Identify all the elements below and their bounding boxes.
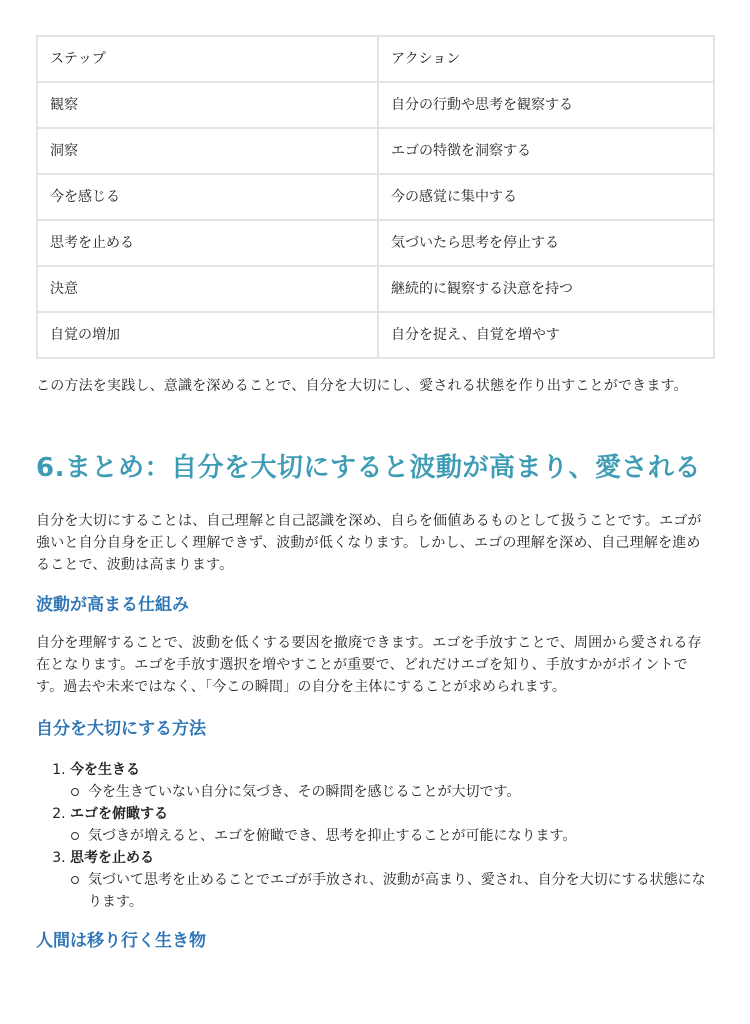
table-row [37, 174, 714, 220]
circle-bullet-icon [71, 788, 79, 796]
table-cell-action: 気づいたら思考を停止する [378, 220, 714, 266]
intro-paragraph: この方法を実践し、意識を深めることで、自分を大切にし、愛される状態を作り出すことができます。 [36, 378, 688, 394]
method-detail: 気づきが増えると、エゴを俯瞰でき、思考を抑止することが可能になります。 [88, 828, 577, 844]
subsection-heading-methods: 自分を大切にする方法 [36, 719, 206, 739]
method-detail: 今を生きていない自分に気づき、その瞬間を感じることが大切です。 [88, 784, 521, 800]
methods-list [36, 759, 714, 913]
mechanism-paragraph: 自分を理解することで、波動を低くする要因を撤廃できます。エゴを手放すことで、周囲から愛される存在となります。エゴを手放す選択を増やすことが重要で、どれだけエゴを知り、手放すかがポイントです。過去や未来ではなく、「今この瞬間」の自分を主体にすることが求められます。 [36, 635, 702, 695]
method-title: 思考を止める [70, 850, 154, 866]
steps-table [36, 35, 715, 359]
list-item [70, 759, 714, 803]
method-title: エゴを俯瞰する [70, 806, 168, 822]
sublist-item [88, 781, 714, 803]
method-sublist [70, 825, 714, 847]
table-cell-step: 観察 [37, 82, 378, 128]
table-cell-step: 決意 [37, 266, 378, 312]
subsection-heading-mechanism: 波動が高まる仕組み [36, 595, 189, 615]
section-paragraph: 自分を大切にすることは、自己理解と自己認識を深め、自らを価値あるものとして扱うことです。エゴが強いと自分自身を正しく理解できず、波動が低くなります。しかし、エゴの理解を深め、自己理解を進めることで、波動は高まります。 [36, 513, 702, 573]
method-title: 今を生きる [70, 762, 140, 778]
circle-bullet-icon [71, 876, 79, 884]
table-cell-step: 今を感じる [37, 174, 378, 220]
section-heading: 6.まとめ：自分を大切にすると波動が高まり、愛される [36, 453, 701, 483]
table-row [37, 266, 714, 312]
circle-bullet-icon [71, 832, 79, 840]
table-header-step: ステップ [37, 36, 378, 82]
sublist-item [88, 869, 714, 913]
table-cell-action: エゴの特徴を洞察する [378, 128, 714, 174]
table-row [37, 128, 714, 174]
table-cell-step: 自覚の増加 [37, 312, 378, 358]
table-header-action: アクション [378, 36, 714, 82]
method-detail: 気づいて思考を止めることでエゴが手放され、波動が高まり、愛され、自分を大切にする状態になります。 [88, 872, 706, 910]
table-cell-step: 思考を止める [37, 220, 378, 266]
table-row [37, 82, 714, 128]
table-cell-action: 今の感覚に集中する [378, 174, 714, 220]
method-sublist [70, 869, 714, 913]
table-cell-action: 継続的に観察する決意を持つ [378, 266, 714, 312]
table-cell-action: 自分の行動や思考を観察する [378, 82, 714, 128]
sublist-item [88, 825, 714, 847]
subsection-heading-changing: 人間は移り行く生き物 [36, 931, 206, 951]
list-item [70, 803, 714, 847]
method-sublist [70, 781, 714, 803]
table-cell-action: 自分を捉え、自覚を増やす [378, 312, 714, 358]
table-cell-step: 洞察 [37, 128, 378, 174]
table-row [37, 312, 714, 358]
table-row [37, 220, 714, 266]
table-header-row [37, 36, 714, 82]
list-item [70, 847, 714, 913]
